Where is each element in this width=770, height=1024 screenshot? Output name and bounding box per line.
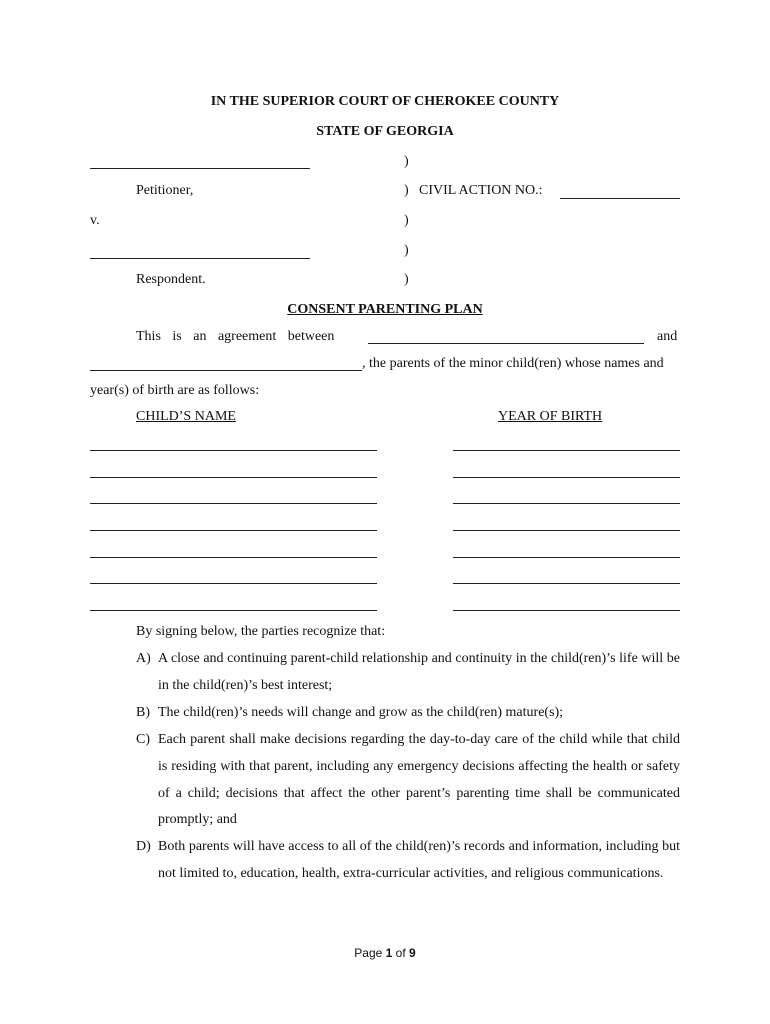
child-name-line[interactable] xyxy=(90,530,377,531)
and-text: and xyxy=(657,329,678,344)
list-item xyxy=(136,646,680,700)
year-of-birth-line[interactable] xyxy=(453,450,680,451)
child-name-line[interactable] xyxy=(90,450,377,451)
page-total: 9 xyxy=(409,946,416,960)
parents-text: , the parents of the minor child(ren) whose names and xyxy=(362,356,664,371)
page-word: Page xyxy=(354,946,383,960)
year-of-birth-line[interactable] xyxy=(453,583,680,584)
versus-label: v. xyxy=(90,213,100,228)
petitioner-label: Petitioner, xyxy=(136,183,194,198)
child-name-line[interactable] xyxy=(90,583,377,584)
respondent-label: Respondent. xyxy=(136,272,206,287)
list-item-label: A) xyxy=(136,651,151,666)
list-item xyxy=(136,727,680,834)
court-heading: IN THE SUPERIOR COURT OF CHEROKEE COUNTY xyxy=(210,94,560,109)
page-number: 1 xyxy=(385,946,393,960)
child-name-line[interactable] xyxy=(90,610,377,611)
child-name-line[interactable] xyxy=(90,477,377,478)
document-title: CONSENT PARENTING PLAN xyxy=(287,302,483,317)
year-of-birth-line[interactable] xyxy=(453,530,680,531)
list-item-text: Each parent shall make decisions regarding the day-to-day care of the child while that child is residing with that parent, including any emergency decisions affecting the health or safety of a child; decisions that affect the other parent’s parenting time shall be communicated promptly; and xyxy=(158,732,680,828)
parent-one-line[interactable] xyxy=(368,343,644,344)
caption-paren: ) xyxy=(404,154,409,169)
petitioner-name-line[interactable] xyxy=(90,168,310,169)
caption-paren: ) xyxy=(404,272,409,287)
years-text: year(s) of birth are as follows: xyxy=(90,383,260,398)
list-item xyxy=(136,700,680,727)
year-of-birth-line[interactable] xyxy=(453,477,680,478)
child-name-line[interactable] xyxy=(90,503,377,504)
civil-action-label: CIVIL ACTION NO.: xyxy=(419,183,543,198)
agreement-text: This is an agreement between xyxy=(136,329,335,344)
list-item-label: B) xyxy=(136,705,150,720)
list-item-text: A close and continuing parent-child relationship and continuity in the child(ren)’s life will be in the child(ren)’s best interest; xyxy=(158,651,680,693)
list-item-text: Both parents will have access to all of the child(ren)’s records and information, including but not limited to, education, health, extra-curricular activities, and religious communications. xyxy=(158,839,680,881)
list-item-text: The child(ren)’s needs will change and grow as the child(ren) mature(s); xyxy=(158,705,564,720)
of-word: of xyxy=(395,946,406,960)
list-item xyxy=(136,834,680,888)
year-of-birth-line[interactable] xyxy=(453,610,680,611)
state-heading: STATE OF GEORGIA xyxy=(316,124,454,139)
year-of-birth-line[interactable] xyxy=(453,557,680,558)
civil-action-number-line[interactable] xyxy=(560,198,680,199)
page-indicator xyxy=(0,946,770,960)
year-of-birth-line[interactable] xyxy=(453,503,680,504)
recognize-lead: By signing below, the parties recognize that: xyxy=(136,624,386,639)
year-of-birth-header: YEAR OF BIRTH xyxy=(498,409,603,424)
child-name-header: CHILD’S NAME xyxy=(136,409,236,424)
caption-paren: ) xyxy=(404,183,409,198)
child-name-line[interactable] xyxy=(90,557,377,558)
parent-two-line[interactable] xyxy=(90,370,362,371)
caption-paren: ) xyxy=(404,213,409,228)
list-item-label: D) xyxy=(136,839,151,854)
caption-paren: ) xyxy=(404,243,409,258)
list-item-label: C) xyxy=(136,732,150,747)
respondent-name-line[interactable] xyxy=(90,258,310,259)
